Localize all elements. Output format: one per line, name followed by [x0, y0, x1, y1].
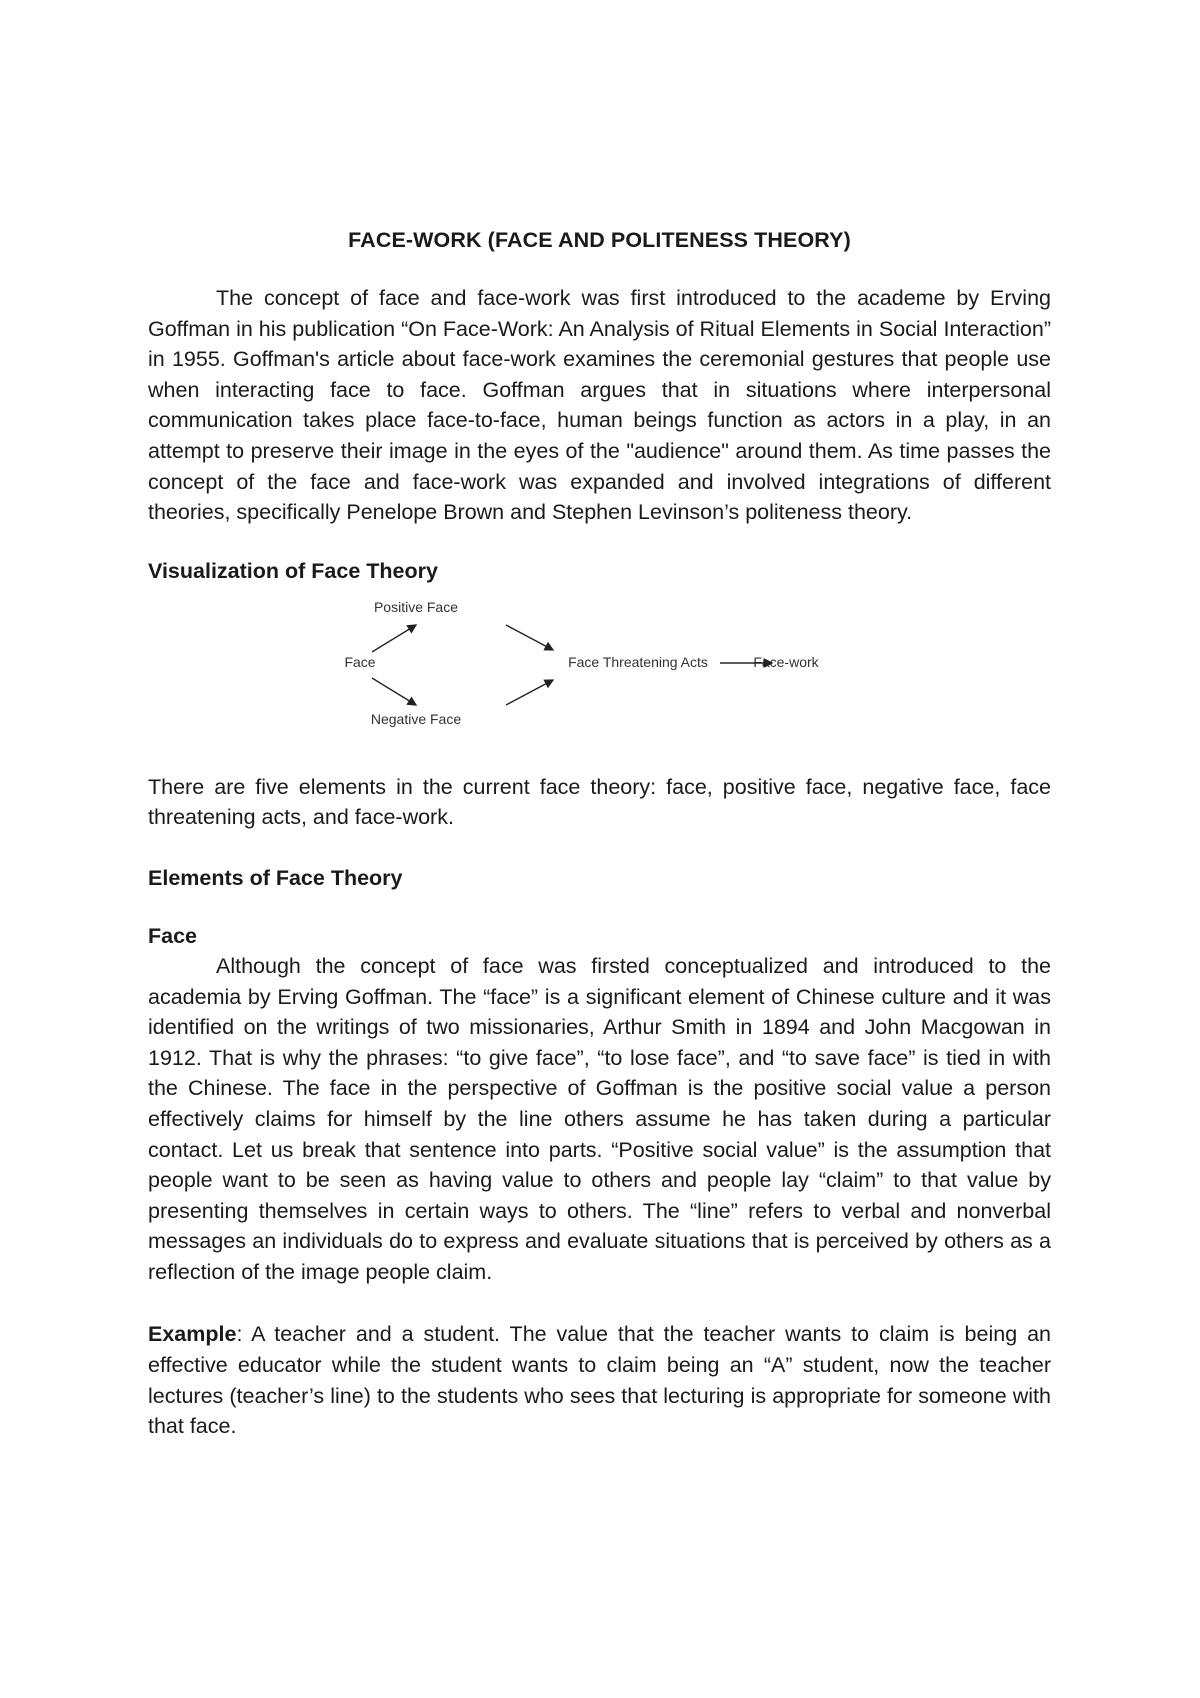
arrow-positive-to-fta — [506, 625, 553, 650]
document-title: FACE-WORK (FACE AND POLITENESS THEORY) — [348, 228, 851, 252]
diagram-label-negative-face: Negative Face — [370, 710, 462, 727]
diagram-label-fta: Face Threatening Acts — [568, 653, 708, 670]
face-heading: Face — [148, 923, 198, 948]
elements-summary: There are five elements in the current face theory: face, positive face, negative face, face threatening acts, and face-work. — [148, 774, 1051, 830]
arrow-face-to-negative — [372, 678, 416, 705]
visualization-heading: Visualization of Face Theory — [148, 558, 438, 583]
example-label: Example — [148, 1322, 237, 1347]
face-theory-diagram — [148, 592, 1051, 742]
diagram-label-positive-face: Positive Face — [373, 598, 459, 615]
diagram-label-face: Face — [344, 653, 376, 670]
face-paragraph: Although the concept of face was firsted conceptualized and introduced to the academia by Erving Goffman. The “face” is a significant element of Chinese culture and it was identified on the writings of two missionaries, Arthur Smith in 1894 and John Macgowan in 1912. That is why the phrases: “to give face”, “to lose face”, and “to save face” is tied in with the Chinese. The face in the perspective of Goffman is the positive social value a person effectively claims for himself by the line others assume he has taken during a particular contact. Let us break that sentence into parts. “Positive social value” is the assumption that people want to be seen as having value to others and people lay “claim” to that value by presenting themselves in certain ways to others. The “line” refers to verbal and nonverbal messages an individuals do to express and evaluate situations that is perceived by others as a reflection of the image people claim. — [148, 953, 1051, 1284]
diagram-label-face-work: Face-work — [753, 653, 819, 670]
arrow-negative-to-fta — [506, 680, 553, 705]
elements-heading: Elements of Face Theory — [148, 865, 403, 890]
document-page — [148, 228, 1051, 1442]
example-text: : A teacher and a student. The value that the teacher wants to claim is being an effective educator while the student wants to claim being an “A” student, now the teacher lectures (teacher’s line) to the students who sees that lecturing is appropriate for someone with that face. — [148, 1322, 1051, 1439]
example-paragraph — [148, 1319, 1051, 1441]
arrow-face-to-positive — [372, 625, 416, 652]
intro-paragraph: The concept of face and face-work was first introduced to the academe by Erving Goffman in his publication “On Face-Work: An Analysis of Ritual Elements in Social Interaction” in 1955. Goffman's article about face-work examines the ceremonial gestures that people use when interacting face to face. Goffman argues that in situations where interpersonal communication takes place face-to-face, human beings function as actors in a play, in an attempt to preserve their image in the eyes of the "audience" around them. As time passes the concept of the face and face-work was expanded and involved integrations of different theories, specifically Penelope Brown and Stephen Levinson’s politeness theory. — [148, 286, 1051, 525]
